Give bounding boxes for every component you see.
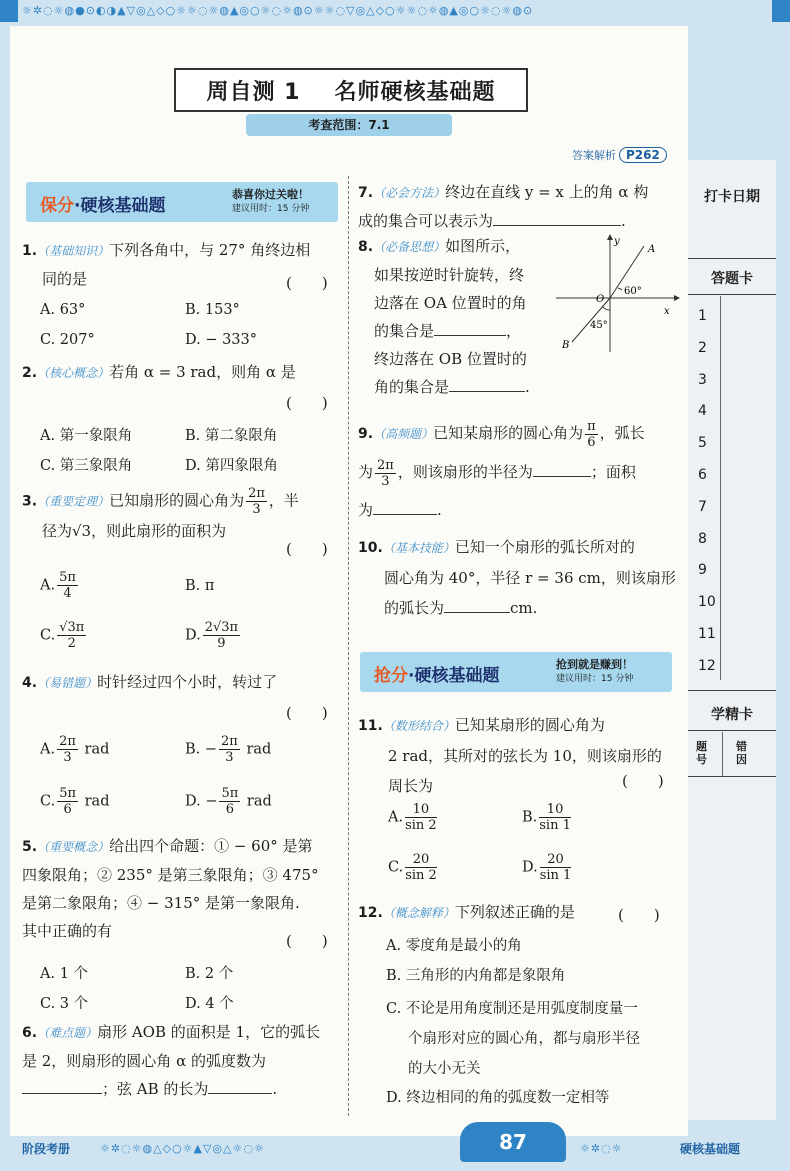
option-a: A. 1 个	[40, 966, 89, 982]
title-part-a: 周自测 1	[206, 79, 301, 105]
option-a: A. $\frac{10}{\sin 2}$	[388, 802, 437, 833]
answer-blank[interactable]	[373, 498, 437, 515]
footer-decoration-right: ☼✲◌☼	[580, 1142, 623, 1155]
title-part-b: 名师硬核基础题	[334, 79, 496, 105]
option-a: A. $\frac{2\pi}{3}$ rad	[40, 734, 110, 765]
question-2: 2.（核心概念）若角 α = 3 rad，则角 α 是	[22, 363, 296, 381]
option-d: D. $\frac{2√3\pi}{9}$	[185, 620, 239, 651]
question-9: 9.（高频题）已知某扇形的圆心角为 $\frac{\pi}{6}$ ，弧长 为 $\frac{2\pi}{3}$ ，则该扇形的半径为 ；面积 为 .	[358, 418, 645, 519]
page-number: 87	[460, 1122, 566, 1162]
question-5: 5.（重要概念）给出四个命题：① − 60° 是第 四象限角；② 235° 是第三象限角；③ 475° 是第二象限角；④ − 315° 是第一象限角. 其中正确的有	[22, 837, 319, 940]
question-1: 1.（基础知识）下列各角中，与 27° 角终边相 同的是	[22, 241, 311, 288]
option-a: A. 第一象限角	[40, 428, 133, 444]
option-d: D. − $\frac{5\pi}{6}$ rad	[185, 786, 272, 817]
angle-60-label: 60°	[624, 286, 642, 297]
answer-paren: ( )	[618, 906, 660, 924]
question-3: 3.（重要定理）已知扇形的圆心角为 $\frac{2\pi}{3}$ ，半 径为√3，则此扇形的面积为	[22, 486, 299, 540]
option-a: A. 63°	[40, 302, 86, 318]
answer-card-number: 6	[698, 467, 707, 483]
option-d: D. 第四象限角	[185, 458, 278, 474]
answer-blank[interactable]	[493, 209, 621, 226]
option-b: B. 153°	[185, 302, 240, 318]
question-7: 7.（必会方法）终边在直线 y = x 上的角 α 构 成的集合可以表示为 .	[358, 183, 649, 230]
column-divider	[348, 176, 349, 1116]
top-right-corner-mark	[772, 0, 790, 22]
footer-brand-right: 硬核基础题	[680, 1142, 741, 1156]
question-6: 6.（难点题）扇形 AOB 的面积是 1，它的弧长 是 2，则扇形的圆心角 α 的弧度数为 ；弦 AB 的长为 .	[22, 1023, 321, 1098]
option-d: D. 终边相同的角的弧度数一定相等	[386, 1090, 610, 1106]
question-number-header: 题号	[696, 740, 707, 766]
option-b: B. 三角形的内角都是象限角	[386, 968, 566, 984]
answer-blank[interactable]	[22, 1077, 102, 1094]
x-axis-label: x	[664, 306, 670, 317]
footer-brand-left: 阶段考册	[22, 1142, 71, 1156]
option-c: C. $\frac{√3\pi}{2}$	[40, 620, 85, 651]
answer-card-number: 7	[698, 498, 707, 515]
answer-paren: ( )	[286, 540, 328, 558]
option-c: C. 3 个	[40, 996, 89, 1012]
option-c: C. 207°	[40, 332, 95, 348]
option-b: B. π	[185, 578, 215, 594]
point-b-label: B	[562, 340, 570, 351]
answer-blank[interactable]	[434, 319, 506, 336]
answer-card-title: 答题卡	[711, 271, 753, 287]
answer-blank[interactable]	[533, 460, 591, 477]
option-b: B. − $\frac{2\pi}{3}$ rad	[185, 734, 272, 765]
answer-card-number: 8	[698, 530, 707, 547]
y-axis-label: y	[614, 236, 620, 247]
question-8: 8.（必备思想）如图所示， 如果按逆时针旋转，终 边落在 OA 位置时的角 的集合是 ， 终边落在 OB 位置时的 角的集合是 .	[358, 237, 530, 396]
section-banner-advanced: 抢分·硬核基础题 抢到就是赚到！ 建议用时：15 分钟	[360, 652, 672, 692]
option-c: C. $\frac{20}{\sin 2}$	[388, 852, 437, 883]
answer-card-number: 10	[698, 594, 716, 611]
answer-card-number: 4	[698, 403, 707, 420]
answer-paren: ( )	[286, 394, 328, 412]
option-d: D. − 333°	[185, 332, 258, 348]
option-a: A. $\frac{5\pi}{4}$	[40, 570, 76, 601]
question-10: 10.（基本技能）已知一个扇形的弧长所对的 圆心角为 40°，半径 r = 36 cm，则该扇形 的弧长为 cm.	[358, 538, 676, 617]
top-left-corner-mark	[0, 0, 18, 22]
answer-card-number: 9	[698, 562, 707, 579]
answer-card-number: 11	[698, 626, 716, 642]
page-title	[174, 68, 528, 112]
checkin-date-label: 打卡日期	[704, 189, 760, 205]
section-banner-basic: 保分·硬核基础题 恭喜你过关啦！ 建议用时：15 分钟	[26, 182, 338, 222]
answer-card-number: 2	[698, 339, 707, 356]
footer-decoration: ☼✲◌☼◍△◇○☼▲▽◎△☼◌☼	[100, 1142, 265, 1155]
angle-45-label: 45°	[590, 320, 608, 331]
answer-card-number: 1	[698, 308, 707, 324]
option-d: D. $\frac{20}{\sin 1}$	[522, 852, 572, 883]
angle-figure	[552, 232, 680, 354]
question-4: 4.（易错题）时针经过四个小时，转过了	[22, 673, 278, 691]
top-decoration-strip: ☼✲◌☼◍●⊙◐◑▲▽◎△◇○☼☼◌☼◍▲◎○☼◌☼◍⊙☼☼◌▽◎△◇○☼☼◌☼◍▲◎○☼◌☼◍⊙	[0, 0, 790, 24]
option-c: C. 不论是用角度制还是用弧度制度量一 个扇形对应的圆心角，都与扇形半径 的大小无关	[386, 1001, 640, 1077]
answer-card-number: 12	[698, 657, 716, 674]
answer-page-badge: P262	[619, 147, 667, 163]
option-b: B. 2 个	[185, 966, 234, 982]
answer-card-number: 3	[698, 371, 707, 388]
question-12: 12.（概念解释）下列叙述正确的是	[358, 903, 575, 921]
study-card-title: 学精卡	[711, 707, 753, 723]
option-b: B. 第二象限角	[185, 428, 278, 444]
origin-label: O	[596, 294, 605, 305]
answer-paren: ( )	[286, 274, 328, 292]
point-a-label: A	[648, 244, 656, 255]
exam-scope-badge: 考查范围：7.1	[246, 114, 452, 136]
answer-blank[interactable]	[444, 596, 510, 613]
answer-paren: ( )	[286, 704, 328, 722]
option-d: D. 4 个	[185, 996, 234, 1012]
option-b: B. $\frac{10}{\sin 1}$	[522, 802, 571, 833]
answer-paren: ( )	[286, 932, 328, 950]
answer-reference: 答案解析 P262	[572, 147, 667, 163]
option-c: C. 第三象限角	[40, 458, 133, 474]
answer-blank[interactable]	[208, 1077, 272, 1094]
answer-blank[interactable]	[449, 375, 525, 392]
answer-card-number: 5	[698, 435, 707, 452]
option-c: C. $\frac{5\pi}{6}$ rad	[40, 786, 110, 817]
option-a: A. 零度角是最小的角	[386, 938, 522, 954]
error-cause-header: 错因	[736, 740, 747, 766]
answer-paren: ( )	[622, 772, 664, 790]
question-11: 11.（数形结合）已知某扇形的圆心角为 2 rad，其所对的弦长为 10，则该扇形的 周长为	[358, 716, 662, 795]
